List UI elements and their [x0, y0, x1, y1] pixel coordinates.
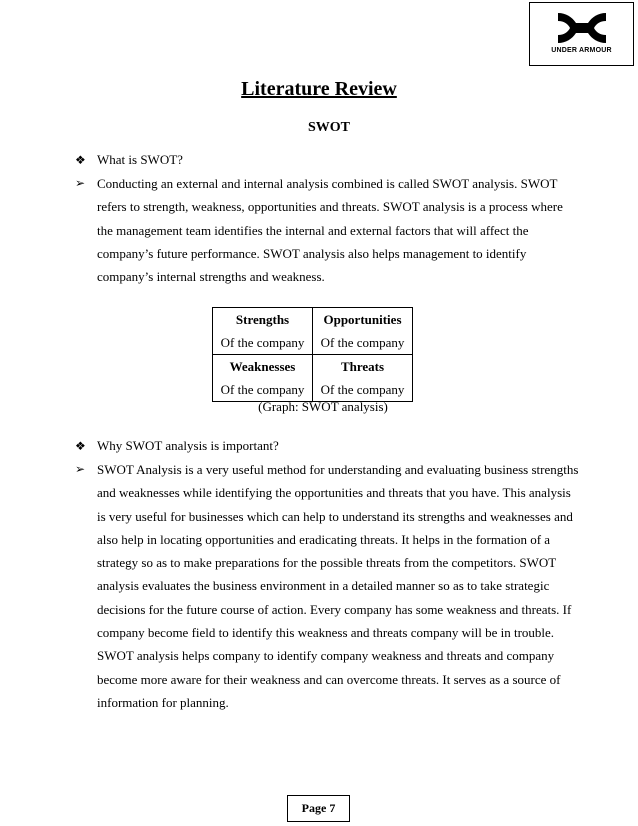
paragraph-line: company become field to identify this weakness and threats company will be in trouble.: [97, 625, 555, 641]
paragraph-line: become more aware for their weakness and can overcome threats. It serves as a source of: [97, 671, 561, 687]
brand-logo-box: [529, 2, 634, 66]
paragraph-line: SWOT Analysis is a very useful method for understanding and evaluating business strengths: [97, 462, 579, 477]
swot-definition-paragraph: [75, 172, 575, 288]
paragraph-line: strategy so as to make preparations for the possible threats from the competitors. SWOT: [97, 555, 557, 571]
paragraph-line: refers to strength, weakness, opportunities and threats. SWOT analysis is a process where: [97, 199, 563, 215]
paragraph-line: analysis evaluates the business environment in a detailed manner so as to take strategic: [97, 578, 550, 594]
paragraph-line: also help in locating opportunities and eradicating threats. It helps in the formation of a: [97, 531, 551, 547]
question-text: What is SWOT?: [97, 152, 183, 167]
cell-subtext: Of the company: [320, 382, 405, 397]
paragraph-line: is very useful for businesses which can help to understand its strengths and weaknesses and: [97, 508, 573, 524]
paragraph-line: decisions for the future course of action. Every company has some weakness and threats. If: [97, 601, 572, 617]
paragraph-line: SWOT analysis helps company to identify company weakness and threats and company: [97, 648, 555, 664]
cell-subtext: Of the company: [220, 382, 305, 397]
table-cell-weaknesses: [213, 355, 313, 402]
arrow-bullet-icon: ➢: [75, 176, 86, 190]
page-number: Page 7: [287, 795, 350, 822]
question-why-swot-important: [75, 438, 279, 454]
swot-table: [212, 307, 413, 402]
page-title: Literature Review: [241, 78, 397, 100]
cell-subtext: Of the company: [220, 335, 305, 350]
table-row: [213, 355, 413, 402]
paragraph-line: company’s internal strengths and weakness.: [97, 269, 325, 285]
cell-heading: Weaknesses: [229, 359, 296, 374]
paragraph-line: Conducting an external and internal analysis combined is called SWOT analysis. SWOT: [97, 176, 558, 191]
question-what-is-swot: [75, 152, 183, 168]
diamond-bullet-icon: ❖: [75, 439, 86, 453]
question-text: Why SWOT analysis is important?: [97, 438, 279, 453]
table-cell-opportunities: [313, 308, 413, 355]
swot-importance-paragraph: [75, 458, 579, 714]
diamond-bullet-icon: ❖: [75, 153, 86, 167]
brand-name: UNDER ARMOUR: [551, 47, 612, 54]
cell-heading: Strengths: [235, 312, 290, 327]
cell-subtext: Of the company: [320, 335, 405, 350]
paragraph-line: company’s future performance. SWOT analysis also helps management to identify: [97, 245, 527, 261]
arrow-bullet-icon: ➢: [75, 462, 86, 476]
table-cell-strengths: [213, 308, 313, 355]
section-subtitle: SWOT: [307, 120, 350, 135]
paragraph-line: information for planning.: [97, 694, 229, 710]
paragraph-line: the management team identifies the internal and external factors that will affect the: [97, 222, 529, 238]
paragraph-line: and weaknesses while identifying the opportunities and threats that you have. This analysis: [97, 485, 571, 501]
table-cell-threats: [313, 355, 413, 402]
cell-heading: Threats: [340, 359, 385, 374]
table-row: [213, 308, 413, 355]
under-armour-logo-icon: [556, 11, 608, 45]
table-caption: (Graph: SWOT analysis): [258, 399, 388, 414]
cell-heading: Opportunities: [323, 312, 402, 327]
